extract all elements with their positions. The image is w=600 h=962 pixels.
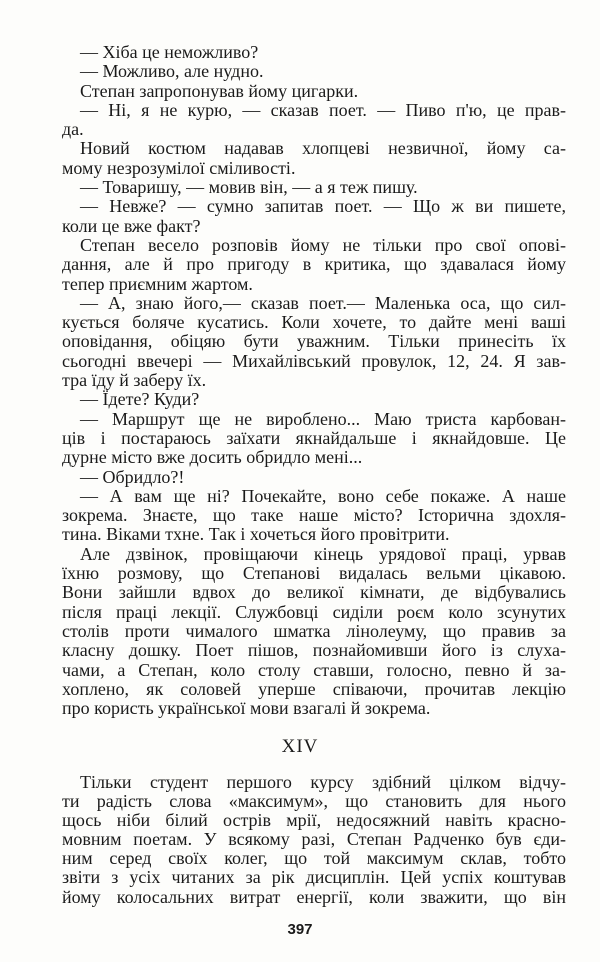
text-line: — Маршрут ще не вироблено... Маю триста карбован- [80, 408, 566, 429]
text-line: Але дзвінок, провіщаючи кінець урядової праці, урвав [80, 543, 566, 564]
text-line: — Невже? — сумно запитав поет. — Що ж ви пишете, [80, 196, 566, 217]
text-line: дурне місто вже досить обридло мені... [62, 447, 363, 468]
text-section-chapter-xiv [62, 773, 566, 907]
paragraph [62, 139, 566, 178]
text-line: після праці лекції. Службовці сиділи роєм коло зсунутих [62, 601, 566, 622]
text-line: їхню розмову, що Степанові видалась вельми цікавою. [62, 563, 566, 584]
paragraph [62, 487, 566, 545]
text-line: ним серед своїх колег, що той максимум склав, тобто [62, 848, 566, 869]
paragraph [62, 773, 566, 907]
text-line: — Обридло?! [80, 466, 185, 487]
paragraph [62, 62, 566, 81]
text-line: звіти з усіх читаних за рік дисциплін. Цей успіх коштував [62, 867, 566, 888]
paragraph [62, 236, 566, 294]
text-line: столів проти чималого шматка лінолеуму, що правив за [62, 620, 566, 641]
text-line: Степан запропонував йому цигарки. [80, 80, 359, 101]
text-line: — Хіба це неможливо? [80, 42, 259, 62]
paragraph [62, 178, 566, 197]
text-line: — А, знаю його,— сказав поет.— Маленька оса, що сил- [80, 292, 566, 313]
text-section-before-chapter [62, 43, 566, 718]
text-line: ти радість слова «максимум», що становить для нього [62, 791, 566, 812]
chapter-heading: XIV [281, 736, 319, 757]
text-line: — Можливо, але нудно. [80, 61, 264, 82]
text-line: чами, а Степан, коло столу ставши, голосно, певно й за- [62, 659, 566, 680]
text-line: кується боляче кусатись. Коли хочете, то дайте мені ваші [62, 312, 566, 333]
text-line: — А вам ще ні? Почекайте, воно себе покаже. А наше [80, 485, 566, 506]
paragraph [62, 197, 566, 236]
paragraph [62, 43, 566, 62]
paragraph [62, 294, 566, 390]
text-line: ців і постараюсь заїхати якнайдальше і якнайдовше. Це [62, 427, 566, 448]
paragraph [62, 101, 566, 140]
text-line: класну дошку. Поет пішов, познайомивши його із слуха- [62, 640, 566, 661]
page-number: 397 [287, 921, 313, 938]
text-line: оповідання, обіцяю бути уважним. Тільки принесіть їх [62, 331, 566, 352]
text-line: Вони зайшли вдвох до великої кімнати, де відбувались [62, 582, 566, 603]
paragraph [62, 410, 566, 468]
text-line: зокрема. Знаєте, що таке наше місто? Історична здохля- [62, 505, 566, 526]
text-line: — Їдете? Куди? [80, 389, 200, 410]
text-line: йому колосальних витрат енергії, коли зважити, що він [62, 886, 566, 907]
text-line: про користь української мови взагалі й зокрема. [62, 698, 431, 719]
text-line: мому незрозумілої сміливості. [62, 157, 296, 178]
text-line: щось ніби білий острів мрії, недосяжний навіть красно- [62, 810, 566, 831]
text-line: — Товаришу, — мовив він, — а я теж пишу. [80, 177, 418, 198]
text-line: мовним поетам. У всякому разі, Степан Радченко був єди- [62, 829, 566, 850]
text-line: хоплено, як соловей уперше співаючи, прочитав лекцію [62, 678, 566, 699]
text-line: Степан весело розповів йому не тільки про свої опові- [80, 234, 566, 255]
paragraph [62, 82, 566, 101]
text-line: Новий костюм надавав хлопцеві незвичної, йому са- [80, 138, 566, 159]
text-line: сьогодні ввечері — Михайлівський провулок, 12, 24. Я зав- [62, 350, 566, 371]
paragraph [62, 468, 566, 487]
text-line: тра їду й заберу їх. [62, 370, 207, 391]
text-line: Тільки студент першого курсу здібний цілком відчу- [80, 772, 566, 792]
text-line: да. [62, 119, 84, 140]
paragraph [62, 390, 566, 409]
text-line: тина. Віками тхне. Так і хочеться його провітрити. [62, 524, 450, 545]
paragraph [62, 545, 566, 719]
text-line: коли це вже факт? [62, 215, 201, 236]
text-line: дання, але й про пригоду в критика, що здавалася йому [62, 254, 566, 275]
text-line: тепер приємним жартом. [62, 273, 253, 294]
text-line: — Ні, я не курю, — сказав поет. — Пиво п'ю, це прав- [80, 99, 566, 120]
